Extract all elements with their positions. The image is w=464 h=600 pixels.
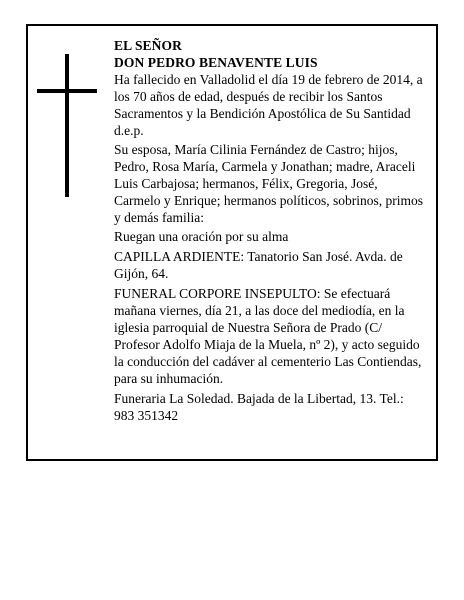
deceased-name: DON PEDRO BENAVENTE LUIS (114, 55, 318, 70)
funeral-home-contact: Funeraria La Soledad. Bajada de la Libertad, 13. Tel.: 983 351342 (114, 391, 404, 423)
latin-cross-icon (37, 54, 97, 197)
cross-horizontal-bar (37, 89, 97, 93)
prayer-request: Ruegan una oración por su alma (114, 229, 289, 244)
death-announcement: Ha fallecido en Valladolid el día 19 de febrero de 2014, a los 70 años de edad, después de recibir los Santos Sacramentos y la Bendición Apostólica de Su Santidad d.e.p. (114, 72, 423, 138)
family-members: Su esposa, María Cilinia Fernández de Castro; hijos, Pedro, Rosa María, Carmela y Jonathan; madre, Araceli Luis Carbajosa; hermanos, Félix, Gregoria, José, Carmelo y Enrique; hermanos políticos, sobrinos, primos y demás familia: (114, 142, 423, 225)
cross-vertical-bar (65, 54, 69, 197)
funeral-details: FUNERAL CORPORE INSEPULTO: Se efectuará mañana viernes, día 21, a las doce del mediodía, en la iglesia parroquial de Nuestra Señora de Prado (C/ Profesor Adolfo Miaja de la Muela, nº 2), y acto seguido la conducción del cadáver al cementerio Las Contiendas, para su inhumación. (114, 286, 422, 386)
wake-location: CAPILLA ARDIENTE: Tanatorio San José. Avda. de Gijón, 64. (114, 249, 403, 281)
notice-title: EL SEÑOR (114, 38, 182, 53)
obituary-text (114, 37, 426, 427)
